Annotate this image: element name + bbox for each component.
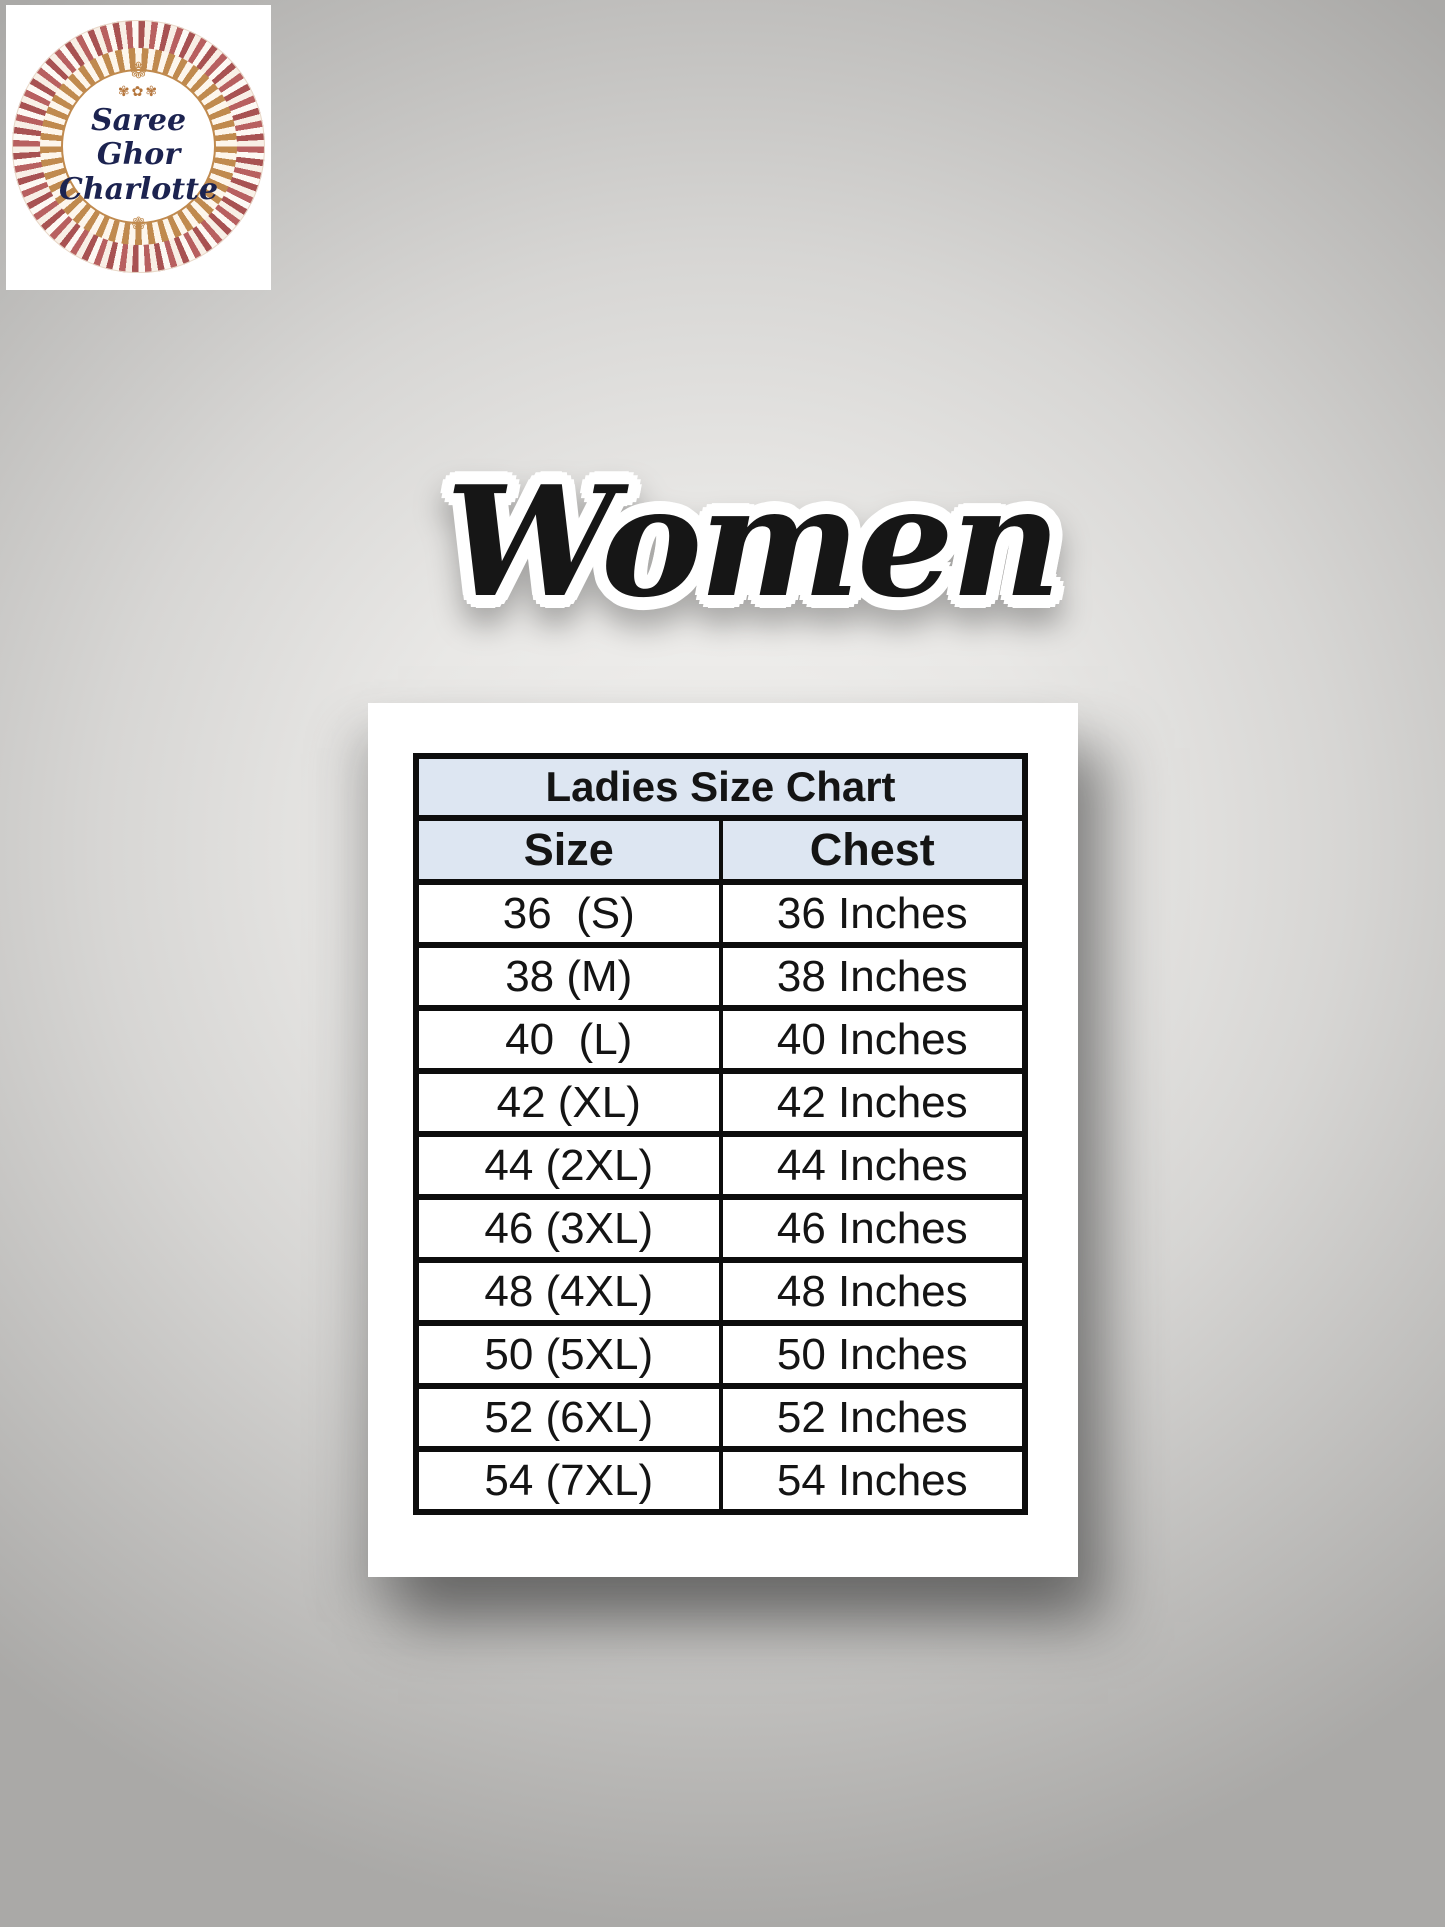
table-row: [416, 1260, 1025, 1323]
logo-crown-icon: ✾✿✾: [117, 82, 160, 99]
size-cell: 38 (M): [416, 945, 721, 1008]
table-row: [416, 882, 1025, 945]
chest-cell: 40 Inches: [721, 1008, 1026, 1071]
size-chart-table: [413, 753, 1028, 1515]
size-cell: 36 (S): [416, 882, 721, 945]
size-cell: 54 (7XL): [416, 1449, 721, 1512]
chest-cell: 38 Inches: [721, 945, 1026, 1008]
brand-name-line1: Saree Ghor: [90, 102, 187, 173]
chest-cell: 50 Inches: [721, 1323, 1026, 1386]
table-header-row: [416, 818, 1025, 882]
table-row: [416, 1071, 1025, 1134]
size-cell: 50 (5XL): [416, 1323, 721, 1386]
chest-cell: 52 Inches: [721, 1386, 1026, 1449]
table-row: [416, 945, 1025, 1008]
chest-cell: 44 Inches: [721, 1134, 1026, 1197]
size-cell: 42 (XL): [416, 1071, 721, 1134]
logo-flourish-icon: ❁: [129, 57, 148, 83]
size-cell: 40 (L): [416, 1008, 721, 1071]
chest-cell: 46 Inches: [721, 1197, 1026, 1260]
hero-title: Women: [445, 452, 1059, 631]
column-header-size: Size: [416, 818, 721, 882]
brand-logo: [6, 5, 271, 290]
brand-name-line2: Charlotte: [58, 171, 219, 207]
size-cell: 48 (4XL): [416, 1260, 721, 1323]
size-cell: 44 (2XL): [416, 1134, 721, 1197]
chest-cell: 54 Inches: [721, 1449, 1026, 1512]
table-row: [416, 1449, 1025, 1512]
table-title-row: [416, 756, 1025, 818]
logo-center: [58, 57, 219, 235]
size-cell: 52 (6XL): [416, 1386, 721, 1449]
size-cell: 46 (3XL): [416, 1197, 721, 1260]
table-title: Ladies Size Chart: [416, 756, 1025, 818]
size-chart-card: [368, 703, 1078, 1577]
table-row: [416, 1386, 1025, 1449]
logo-lace-ring: [12, 20, 265, 273]
table-row: [416, 1008, 1025, 1071]
table-row: [416, 1134, 1025, 1197]
logo-flourish-bottom-icon: ❁: [130, 214, 147, 235]
chest-cell: 48 Inches: [721, 1260, 1026, 1323]
table-row: [416, 1197, 1025, 1260]
chest-cell: 36 Inches: [721, 882, 1026, 945]
column-header-chest: Chest: [721, 818, 1026, 882]
table-row: [416, 1323, 1025, 1386]
chest-cell: 42 Inches: [721, 1071, 1026, 1134]
logo-gold-ring: [40, 48, 237, 245]
